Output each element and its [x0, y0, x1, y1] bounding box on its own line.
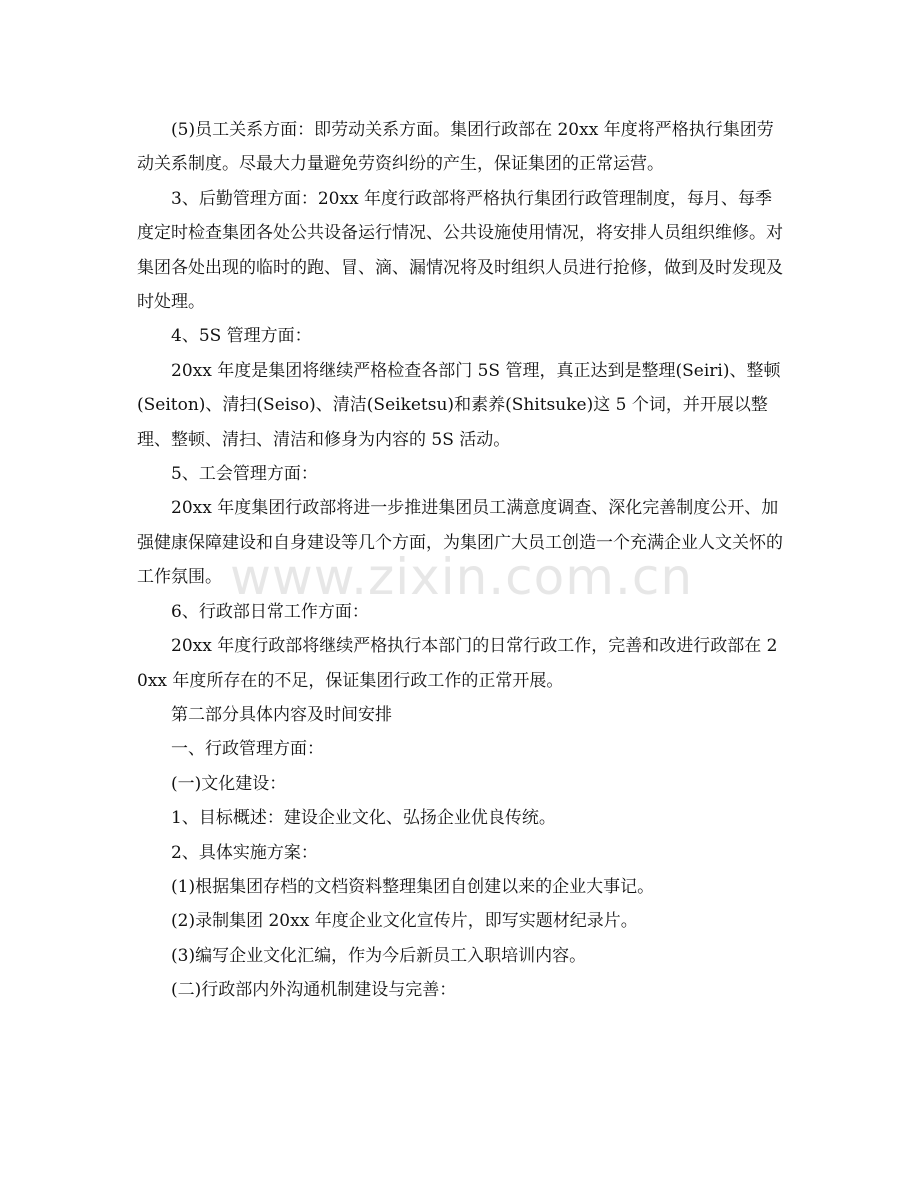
- heading-culture-building: (一)文化建设：: [171, 773, 287, 794]
- list-item-plan-1: (1)根据集团存档的文档资料整理集团自创建以来的企业大事记。: [171, 876, 655, 897]
- list-item-plan-3: (3)编写企业文化汇编，作为今后新员工入职培训内容。: [171, 945, 587, 966]
- list-item-plan-2: (2)录制集团 20xx 年度企业文化宣传片，即写实题材纪录片。: [171, 911, 638, 932]
- paragraph-employee-relations: (5)员工关系方面：即劳动关系方面。集团行政部在 20xx 年度将严格执行集团劳动关系制度。尽最大力量避免劳资纠纷的产生，保证集团的正常运营。: [137, 120, 774, 175]
- heading-communication: (二)行政部内外沟通机制建设与完善：: [171, 980, 457, 1001]
- list-item-goal: 1、目标概述：建设企业文化、弘扬企业优良传统。: [171, 808, 556, 829]
- paragraph-5s-management: 20xx 年度是集团将继续严格检查各部门 5S 管理，真正达到是整理(Seiri)、整顿(Seiton)、清扫(Seiso)、清洁(Seiketsu)和素养(Shitsuke)这 5 个词，并开展以整理、整顿、清扫、清洁和修身为内容的 5S 活动。: [137, 360, 781, 450]
- document-body: [137, 113, 787, 1008]
- heading-daily-work: 6、行政部日常工作方面：: [171, 601, 369, 622]
- paragraph-union-management: 20xx 年度集团行政部将进一步推进集团员工满意度调查、深化完善制度公开、加强健康保障建设和自身建设等几个方面，为集团广大员工创造一个充满企业人文关怀的工作氛围。: [137, 498, 783, 588]
- heading-5s-management: 4、5S 管理方面：: [171, 326, 312, 347]
- heading-admin-management: 一、行政管理方面：: [171, 739, 324, 760]
- heading-union-management: 5、工会管理方面：: [171, 464, 318, 485]
- watermark: www.zixin.com.cn: [230, 548, 694, 606]
- heading-part-two: 第二部分具体内容及时间安排: [171, 704, 392, 725]
- paragraph-daily-work: 20xx 年度行政部将继续严格执行本部门的日常行政工作，完善和改进行政部在 20xx 年度所存在的不足，保证集团行政工作的正常开展。: [137, 636, 778, 691]
- paragraph-logistics-management: 3、后勤管理方面：20xx 年度行政部将严格执行集团行政管理制度，每月、每季度定时检查集团各处公共设备运行情况、公共设施使用情况，将安排人员组织维修。对集团各处出现的临时的跑、冒、滴、漏情况将及时组织人员进行抢修，做到及时发现及时处理。: [137, 188, 783, 313]
- list-item-plan: 2、具体实施方案：: [171, 842, 318, 863]
